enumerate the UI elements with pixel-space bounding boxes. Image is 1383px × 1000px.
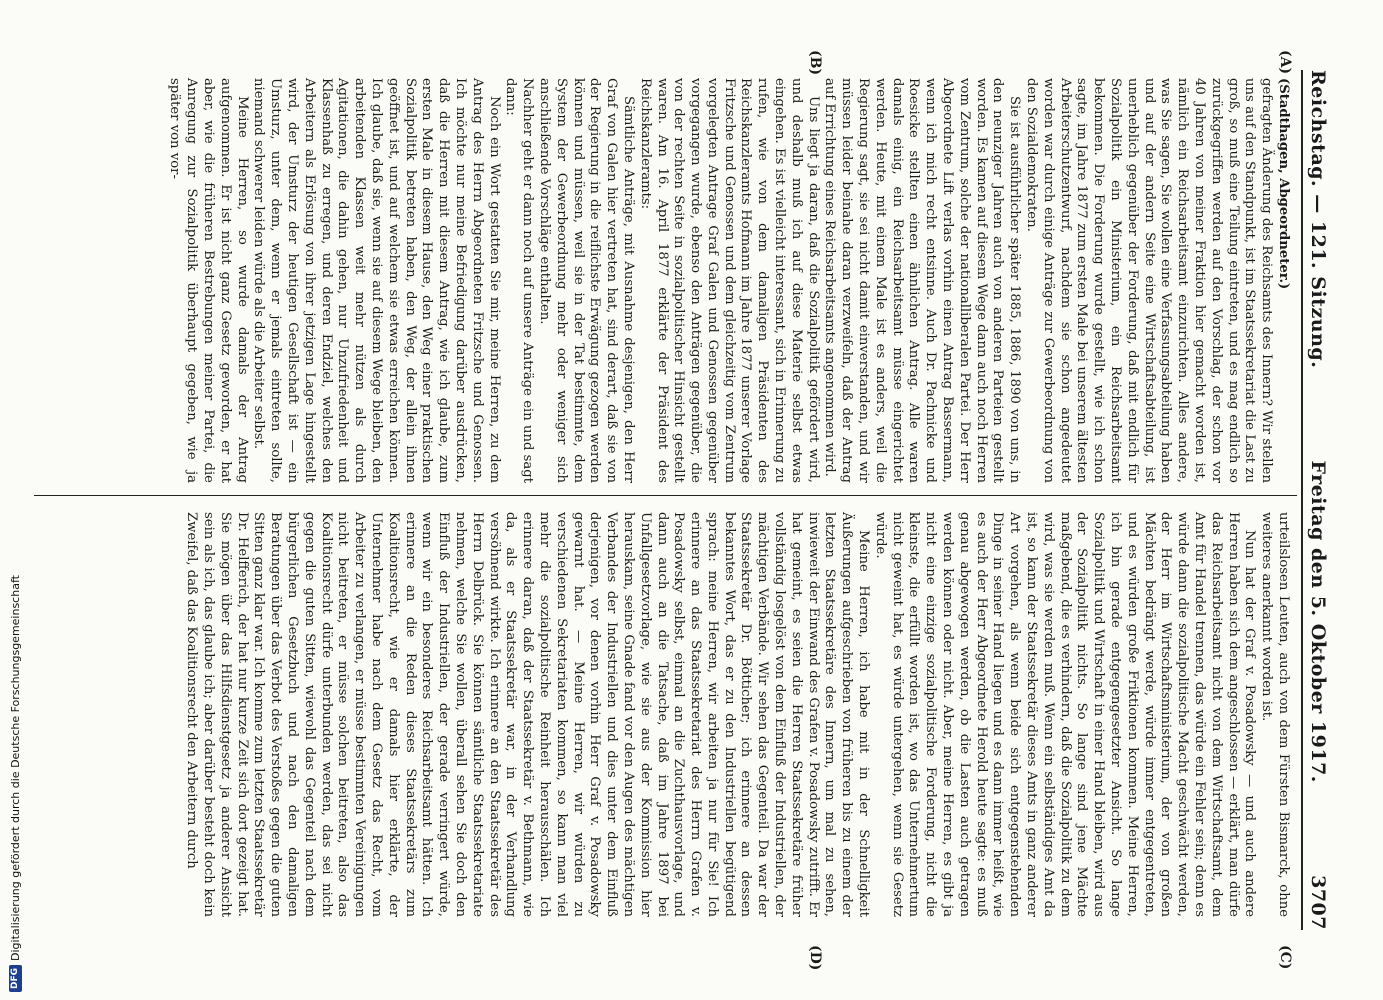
quote-paragraph: Sämtliche Anträge, mit Ausnahme desjenigen, den Herr Graf von Galen hier vertreten hat, sind derart, daß sie von der Regierung in die reiflichste Erwägung gezogen werden können und müssen, weil sie in der Tat bestimmte, dem System der Gewerbeordnung mehr oder weniger sich anschließende Vorschläge enthalten. bbox=[536, 78, 636, 483]
header-title: Reichstag. — 121. Sitzung. bbox=[1307, 70, 1329, 369]
paragraph: Sie ist ausführlicher später 1885, 1886, 1890 von uns, in den neunziger Jahren auch von anderen Parteien gestellt worden. Es kamen auf diesem Wege dann auch noch Herren vom Zentrum, solche der nationalliberalen Partei. Der Herr Abgeordnete Lift verlas vorhin einen Antrag Bassermann, wenn ich mich recht entsinne. Auch Dr. Pachnicke und Roesicke stellten einen ähnlichen Antrag. Alle waren damals einig, ein Reichsarbeitsamt müsse eingerichtet werden. Heute, mit einem Male ist es anders, weil die Regierung sagt, sie sei nicht damit einverstanden, und wir müssen leider beinahe daran verzweifeln, daß der Antrag auf Errichtung eines Reichsarbeitsamts angenommen wird. bbox=[822, 78, 1023, 483]
column-divider bbox=[34, 495, 1297, 496]
digitization-credit bbox=[8, 575, 22, 992]
right-column bbox=[182, 512, 1291, 917]
paragraph: urteilslosen Leuten, auch von dem Fürsten Bismarck, ohne weiteres anerkannt worden ist. bbox=[1259, 512, 1291, 917]
speaker-label: (Stadthagen, Abgeordneter.) bbox=[1276, 78, 1291, 290]
credit-text: Digitalisierung gefördert durch die Deutsche Forschungsgemeinschaft bbox=[8, 575, 22, 961]
paragraph: Nun hat der Graf v. Posadowsky — und auch andere Herren haben sich dem angeschlossen — erklärt, man dürfe das Reichsarbeitsamt nicht von dem Wirtschaftsamt, dem Amt für Handel trennen, das würde ein Fehler sein; denn es würde dann die sozialpolitische Macht geschwächt werden, der Herr im Wirtschaftsministerium, der von großen Mächten bedrängt werde, würde immer entgegentreten, und es würden große Friktionen kommen. Meine Herren, ich bin gerade entgegengesetzter Ansicht. So lange Sozialpolitik und Wirtschaft in einer Hand bleiben, wird aus der Sozialpolitik nichts. So lange sind jene Mächte maßgebend, die es verhindern, daß die Sozialpolitik zu dem wird, was sie werden muß. Wenn ein selbständiges Amt da ist, so kann der Staatssekretär dieses Amts in ganz anderer Art vorgehen, als wenn beide sich entgegenstehenden Dinge in seiner Hand liegen und es dann immer heißt, wie es auch der Herr Abgeordnete Herold heute sagte: es muß genau abgewogen werden, ob die Lasten auch getragen werden können oder nicht. Aber, meine Herren, es gibt ja nicht eine einzige sozialpolitische Forderung, nicht die kleinste, die erfüllt worden ist, wo das Unternehmertum nicht geweint hat, es würde untergehen, wenn sie Gesetz würde. bbox=[872, 512, 1258, 917]
paragraph: Nachher geht er dann noch auf unsere Anträge ein und sagt dann: bbox=[503, 78, 536, 483]
margin-marker-a: (A) bbox=[1277, 50, 1293, 75]
margin-marker-b: (B) bbox=[807, 50, 823, 76]
quote-paragraph: Noch ein Wort gestatten Sie mir, meine Herren, zu dem Antrag des Herrn Abgeordneten Fritzsche und Genossen. Ich möchte nur meine Befriedigung darüber ausdrücken, daß die Herren mit diesem Antrag, wie ich glaube, zum ersten Male in diesem Hause, den Weg einer praktischen Sozialpolitik betreten haben, den Weg, der allein ihnen geöffnet ist, und auf welchem sie etwas erreichen können. Ich glaube, daß sie, wenn sie auf diesem Wege bleiben, den arbeitenden Klassen weit mehr nützen als durch Agitationen, die dahin gehen, nur Unzufriedenheit und Klassenhaß zu erregen, und deren Endziel, welches den Arbeitern als Erlösung von ihrer jetzigen Lage hingestellt wird, der Umsturz der heutigen Gesellschaft ist — ein Umsturz, unter dem, wenn er jemals eintreten sollte, niemand schwerer leiden würde als die Arbeiter selbst. bbox=[251, 78, 502, 483]
paragraph: Uns liegt ja daran, daß die Sozialpolitik gefördert wird, und deshalb muß ich auf diese Materie selbst etwas eingehen. Es ist vielleicht interessant, sich in Erinnerung zu rufen, wie von dem damaligen Präsidenten des Reichskanzleramts Hofmann im Jahre 1877 unserer Vorlage Fritzsche und Genossen und dem gleichzeitig vom Zentrum vorgelegten Antrage Graf Galen und Genossen gegenüber vorgegangen wurde, ebenso den Anträgen gegenüber, die von der rechten Seite in sozialpolitischer Hinsicht gestellt waren. Am 16. April 1877 erklärte der Präsident des Reichskanzleramts: bbox=[637, 78, 821, 483]
margin-marker-d: (D) bbox=[807, 945, 823, 971]
page-header bbox=[1301, 70, 1335, 930]
page-number: 3707 bbox=[1307, 875, 1329, 930]
margin-marker-c: (C) bbox=[1277, 945, 1293, 970]
paragraph: gefragten Änderung des Reichsamts des Innern? Wir stellen uns auf den Standpunkt, ist im Staatssekretariat die Last zu groß, so muß eine Teilung eintreten, und es mag endlich so zurückgegriffen werden auf den Vorschlag, der schon vor 40 Jahren von meiner Fraktion hier gemacht worden ist, nämlich ein Reichsarbeitsamt einzurichten. Alles andere, was Sie sagen, Sie wollen eine Verfassungsabteilung haben und auf der andern Seite eine Wirtschaftsabteilung, ist unerheblich gegenüber der Forderung, daß mit endlich für Sozialpolitik ein Ministerium, ein Reichsarbeitsamt bekommen. Die Forderung wurde gestellt, wie ich schon sagte, im Jahre 1877 zum ersten Male bei unserem ältesten Arbeiterschutzentwurf, nachdem sie schon angedeutet worden war durch einige Anträge zur Gewerbeordnung von den Sozialdemokraten. bbox=[1024, 78, 1275, 483]
dfg-logo: DFG bbox=[9, 965, 22, 992]
left-column bbox=[166, 78, 1291, 483]
paragraph: Meine Herren, so wurde damals der Antrag aufgenommen. Er ist nicht ganz Gesetz geworden, er hat aber, wie die früheren Bestrebungen meiner Partei, die Anregung zur Sozialpolitik überhaupt gegeben, wie ja später von vor- bbox=[167, 78, 250, 483]
header-date: Freitag den 5. Oktober 1917. bbox=[1307, 460, 1329, 783]
paragraph: Meine Herren, ich habe mit in der Schnelligkeit Äußerungen aufgeschrieben von früheren bis zu einem der letzten Staatssekretäre des Innern, um mal zu sehen, inwieweit der Einwand des Grafen v. Posadowsky zutrifft. Er hat gemeint, es seien die Herren Staatssekretäre früher vollständig losgelöst von dem Einfluß der Industriellen, der mächtigen Verbände. Wir sehen das Gegenteil. Da war der Staatssekretär Dr. Bötticher; ich erinnere an dessen bekanntes Wort, das er zu den Industriellen begütigend sprach: meine Herren, wir arbeiten ja nur für Sie! Ich erinnere an das Staatssekretariat des Herrn Grafen v. Posadowsky selbst, einmal an die Zuchthausvorlage, und dann auch an die Tatsache, daß im Jahre 1897 bei Unfallgesetzvorlage, wie sie aus der Kommission hier herauskam, seine Gnade fand vor den Augen des mächtigen Verbandes der Industriellen und dies unter dem Einfluß derjenigen, vor denen vorhin Herr Graf v. Posadowsky gewarnt hat. — Meine Herren, wir würden zu verschiedenen Sekretariaten kommen, so kann man viel mehr die sozialpolitische Reinheit herausschälen. Ich erinnere daran, daß der Staatssekretär v. Bethmann, wie da, als er Staatssekretär war, in der Verhandlung versöhnend wirkte. Ich erinnere an den Staatssekretär des Herrn Delbrück. Sie können sämtliche Staatssekretariate nehmen, welche Sie wollen, überall sehen Sie doch den Einfluß der Industriellen, der gerade verringert würde, wenn wir ein besonderes Reichsarbeitsamt hätten. Ich erinnere an die Reden dieses Staatssekretärs zum Koalitionsrecht, wie er damals hier erklärte, der Unternehmer habe nach dem Gesetz das Recht, vom Arbeiter zu verlangen, er müsse bestimmten Vereinigungen nicht beitreten, er müsse solchen beitreten, also das Koalitionsrecht dürfe unterbunden werden, das sei nicht gegen die guten Sitten, wiewohl das Gegenteil nach dem bürgerlichen Gesetzbuch und nach den damaligen Beratungen über das Verbot des Verstoßes gegen die guten Sitten ganz klar war. Ich komme zum letzten Staatssekretär Dr. Helfferich, der hat nur kurze Zeit sich dort gezeigt hat. Sie mögen über das Hilfsdienstgesetz ja anderer Ansicht sein als ich, das glaube ich; aber darüber besteht doch kein Zweifel, daß das Koalitionsrecht den Arbeitern durch bbox=[184, 512, 872, 917]
